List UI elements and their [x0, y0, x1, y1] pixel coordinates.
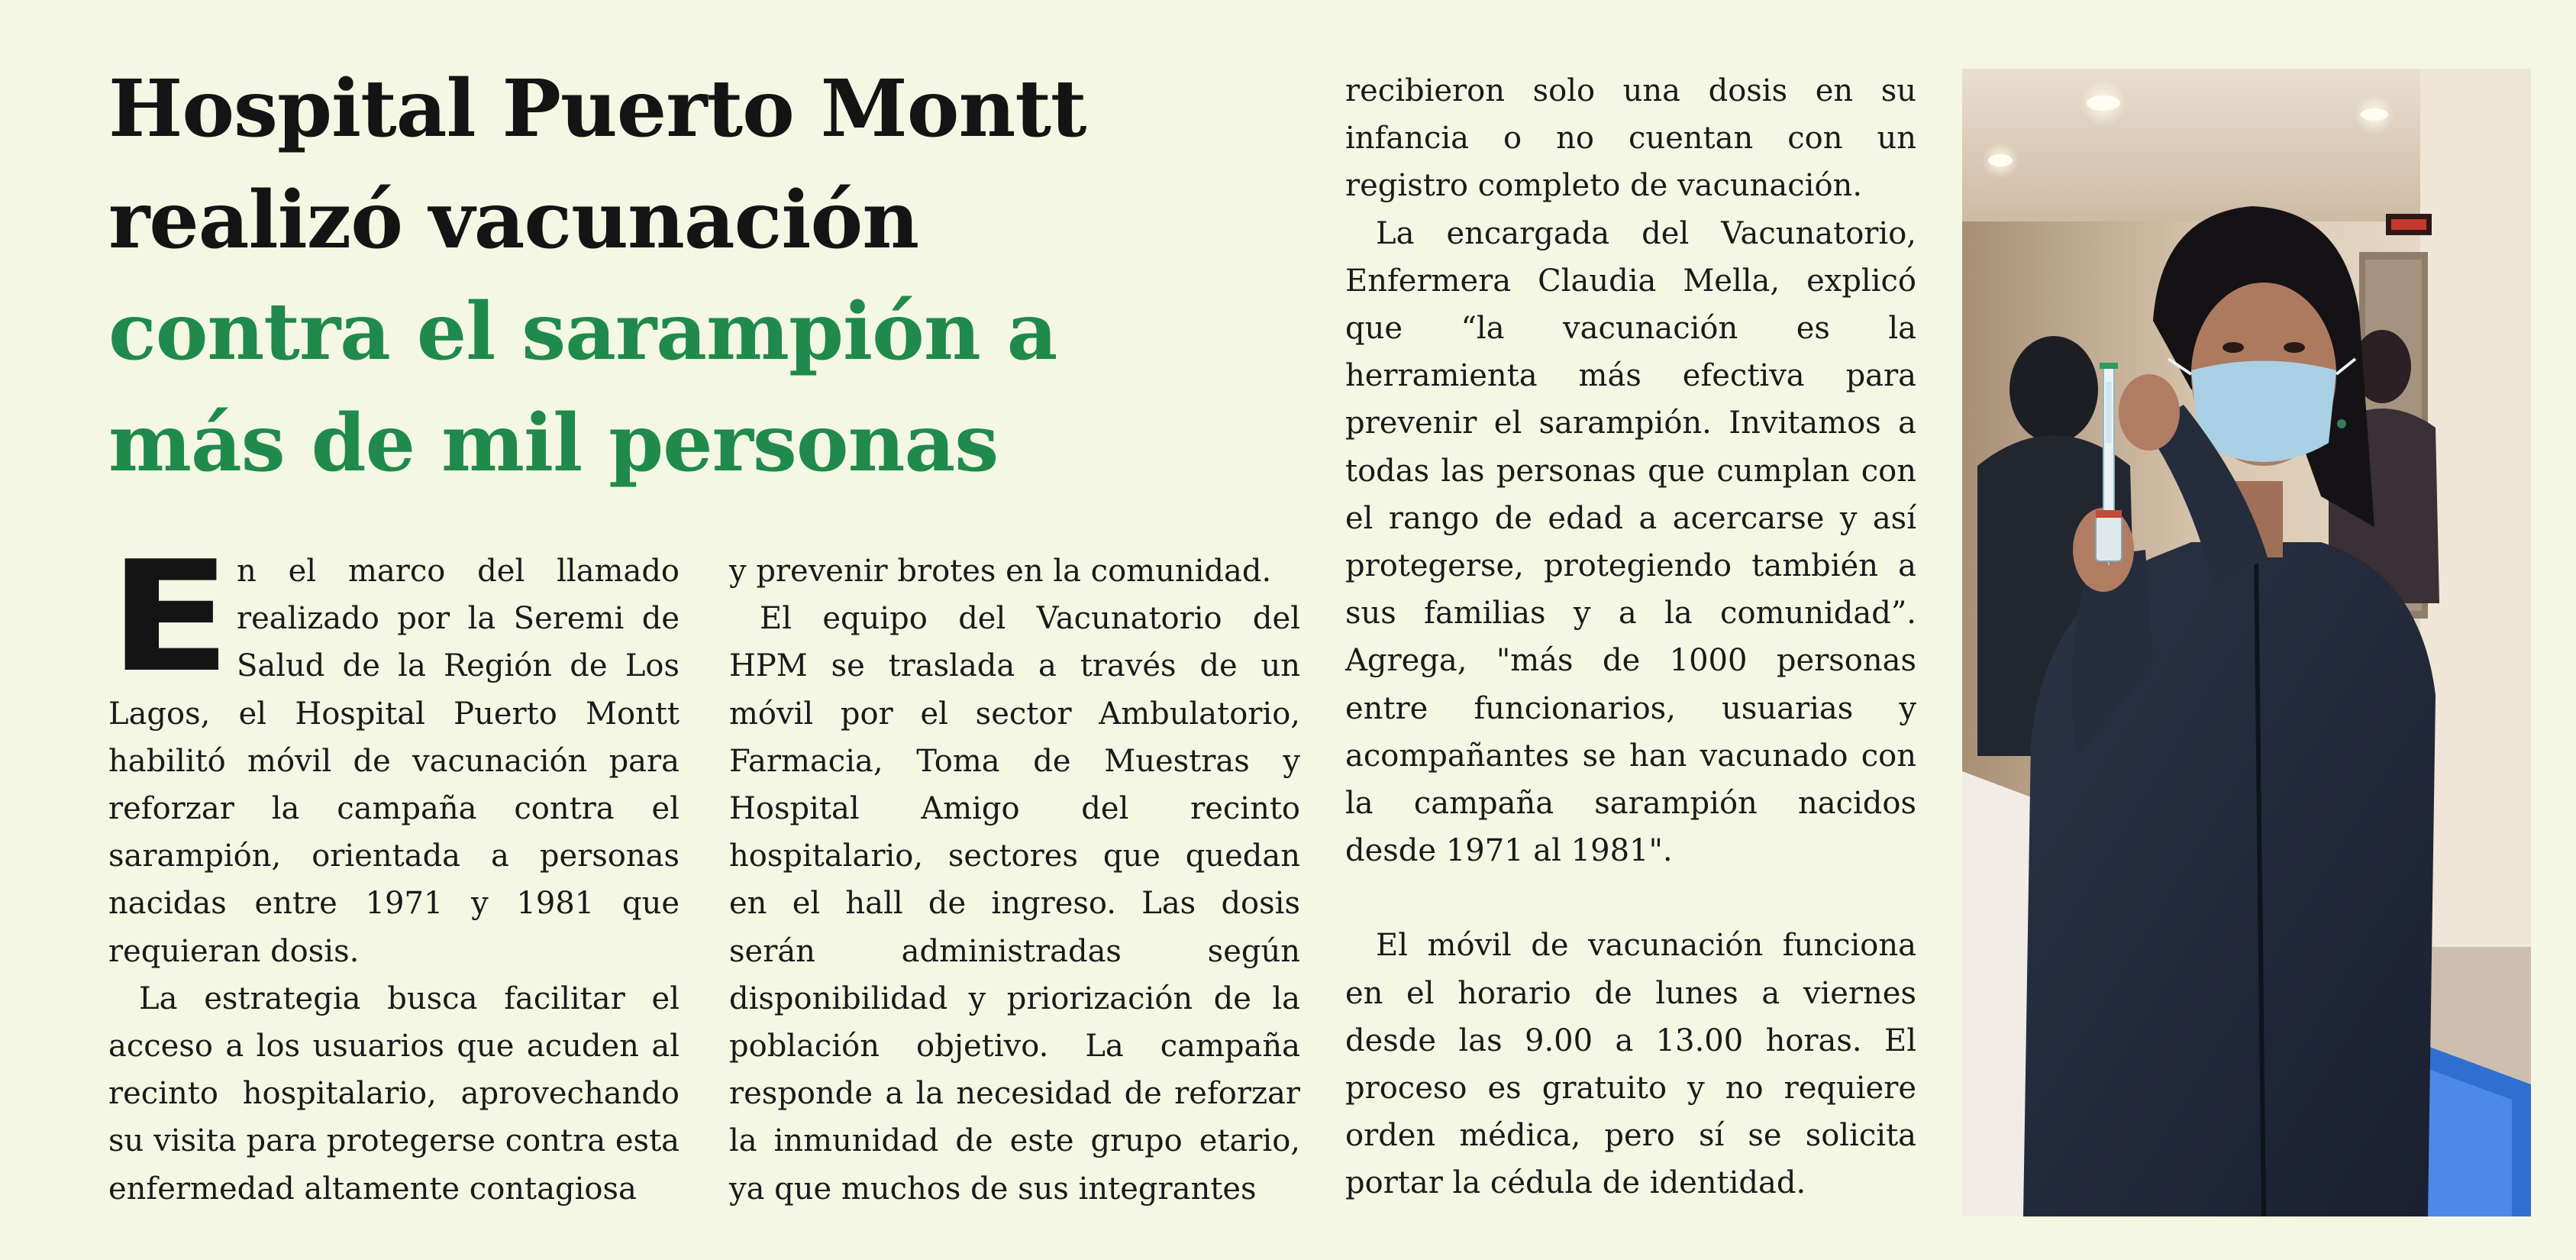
headline-line-1: Hospital Puerto Montt	[108, 63, 1086, 155]
paragraph-continuation: y prevenir brotes en la comunidad.	[729, 554, 1272, 589]
article-headline	[108, 53, 1299, 499]
paragraph-strategy: La estrategia busca facilitar el acceso a los usuarios que acuden al recinto hospitalario, aprovechando su visita para protegerse contra esta enfermedad altamente contagiosa	[108, 981, 680, 1207]
nurse-vaccination-photo	[1962, 69, 2531, 1216]
headline-line-4: más de mil personas	[108, 397, 999, 489]
paragraph-intro-text: n el marco del llamado realizado por la Seremi de Salud de la Región de Los Lagos, el Hospital Puerto Montt habilitó móvil de vacunación para reforzar la campaña contra el sarampión, orientada a personas nacidas entre 1971 y 1981 que requieran dosis.	[108, 554, 680, 969]
photo-illustration	[1962, 69, 2531, 1216]
headline-line-3: contra el sarampión a	[108, 286, 1057, 378]
paragraph-vaccination-team: El equipo del Vacunatorio del HPM se traslada a través de un móvil por el sector Ambulatorio, Farmacia, Toma de Muestras y Hospital Amigo del recinto hospitalario, sectores que quedan en el hall de ingreso. Las dosis serán administradas según disponibilidad y priorización de la población objetivo. La campaña responde a la necesidad de reforzar la inmunidad de este grupo etario, ya que muchos de sus integrantes	[729, 601, 1300, 1207]
paragraph-continuation-2: recibieron solo una dosis en su infancia o no cuentan con un registro completo de vacunación.	[1345, 73, 1916, 204]
article-column-1	[108, 528, 680, 1213]
article-column-3	[1345, 67, 1916, 1207]
drop-cap: E	[108, 528, 232, 706]
paragraph-quote: La encargada del Vacunatorio, Enfermera Claudia Mella, explicó que “la vacunación es la herramienta más efectiva para prevenir el sarampión. Invitamos a todas las personas que cumplan con el rango de edad a acercarse y así protegerse, protegiendo también a sus familias y a la comunidad”. Agrega, "más de 1000 personas entre funcionarios, usuarias y acompañantes se han vacunado con la campaña sarampión nacidos desde 1971 al 1981".	[1345, 215, 1916, 869]
headline-line-2: realizó vacunación	[108, 174, 919, 267]
paragraph-schedule: El móvil de vacunación funciona en el horario de lunes a viernes desde las 9.00 a 13.00 horas. El proceso es gratuito y no requiere orden médica, pero sí se solicita portar la cédula de identidad.	[1345, 928, 1916, 1201]
paragraph-intro	[108, 528, 680, 975]
article-column-2	[729, 548, 1300, 1213]
